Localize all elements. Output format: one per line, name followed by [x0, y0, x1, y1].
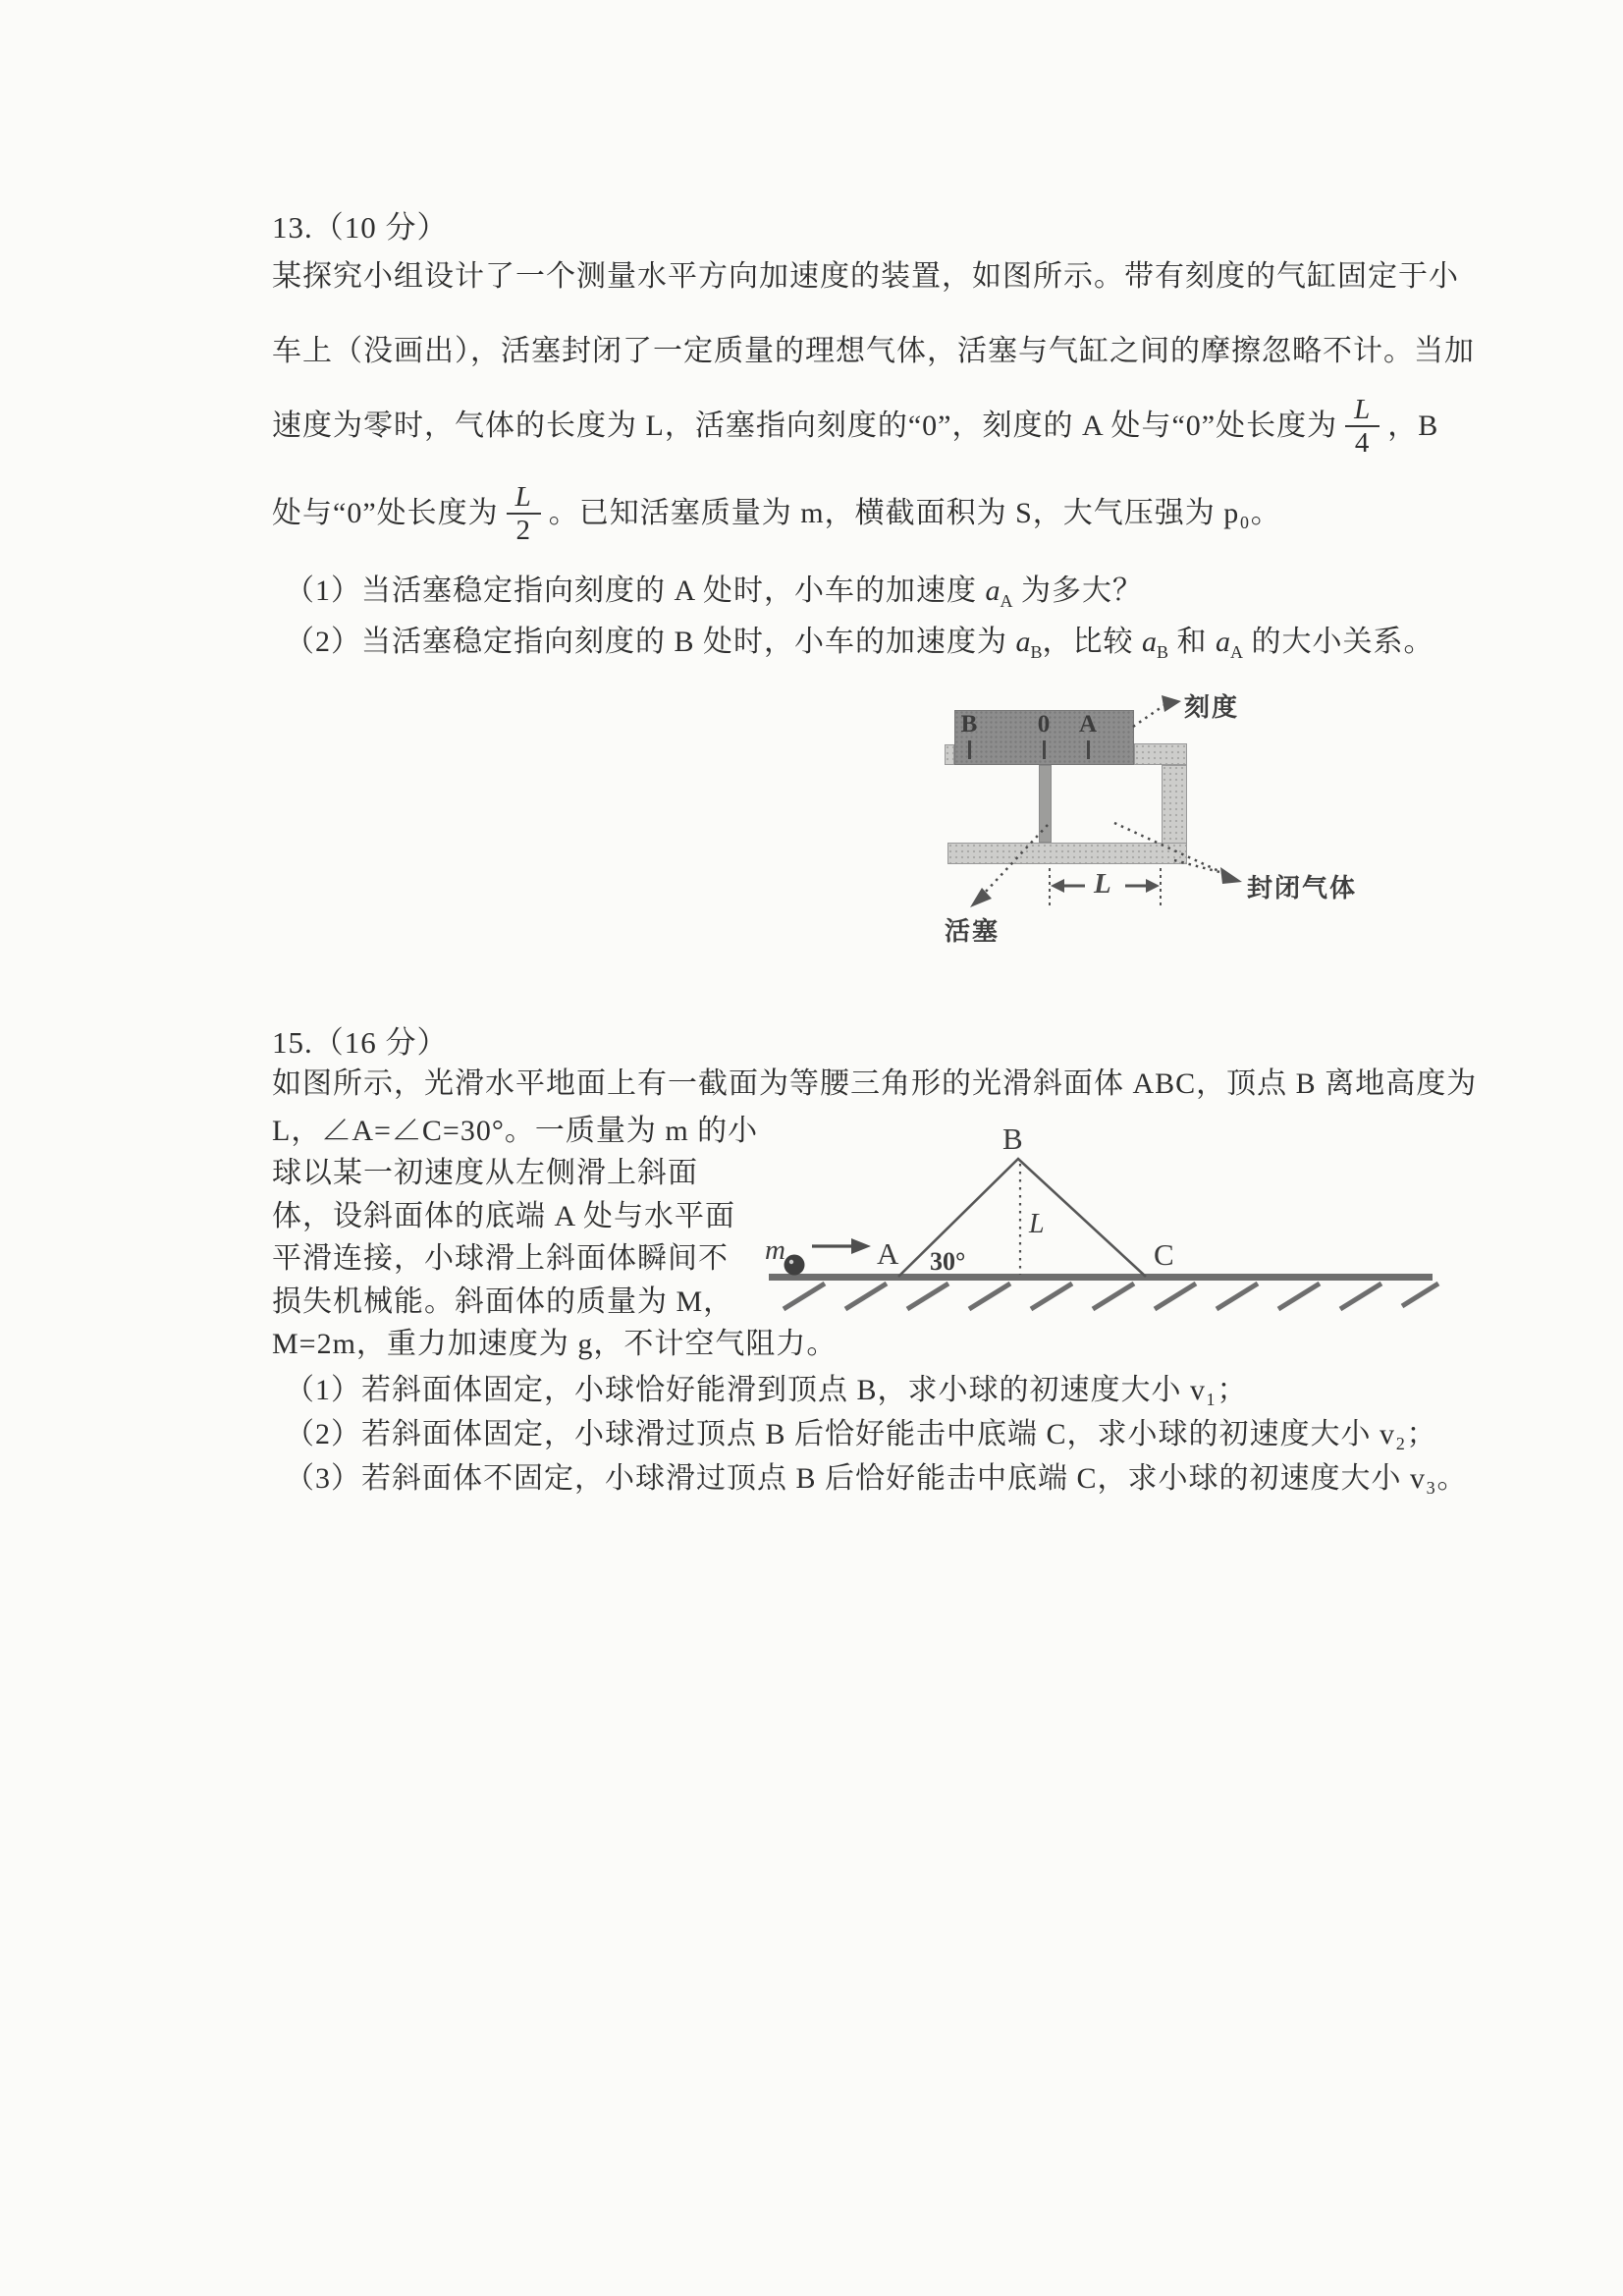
- q15-sub-question-3: （3）若斜面体不固定，小球滑过顶点 B 后恰好能击中底端 C，求小球的初速度大小 v₃。: [285, 1462, 1468, 1495]
- q13-line3-tail: ，B: [1387, 410, 1439, 442]
- q13-sub2-mid: ，比较: [1042, 626, 1143, 658]
- q15-wrap-line: 体，设斜面体的底端 A 处与水平面: [272, 1200, 736, 1232]
- fraction-denominator: 4: [1354, 427, 1371, 459]
- q13-line3-text: 速度为零时，气体的长度为 L，活塞指向刻度的“0”，刻度的 A 处与“0”处长度为: [272, 410, 1338, 442]
- fraction-numerator: L: [507, 482, 541, 515]
- arrowhead: [970, 888, 992, 907]
- ball: [784, 1255, 805, 1276]
- q15-wrap-line: 球以某一初速度从左侧滑上斜面: [272, 1157, 698, 1189]
- variable-subscript: B: [1157, 642, 1169, 662]
- q15-sub-question-1: （1）若斜面体固定，小球恰好能滑到顶点 B，求小球的初速度大小 v₁；: [285, 1374, 1248, 1406]
- q13-paragraph-line-4: [272, 469, 1281, 558]
- q15-sub-question-2: （2）若斜面体固定，小球滑过顶点 B 后恰好能击中底端 C，求小球的初速度大小 v₂；: [285, 1418, 1437, 1450]
- gas-length-dimension-label: L: [1094, 868, 1111, 900]
- q15-paragraph-line-1: 如图所示，光滑水平地面上有一截面为等腰三角形的光滑斜面体 ABC，顶点 B 离地高度为: [272, 1067, 1478, 1100]
- scale-mark-0: 0: [1037, 711, 1051, 738]
- arrowhead: [851, 1238, 871, 1254]
- scale-mark-B: B: [960, 711, 978, 738]
- arrowhead: [1051, 879, 1064, 893]
- variable-subscript: A: [1230, 642, 1244, 662]
- fraction-L-over-2: [507, 482, 541, 546]
- arrowhead: [1162, 695, 1181, 712]
- label-piston: 活塞: [945, 917, 1001, 946]
- scale-mark-A: A: [1078, 711, 1098, 738]
- q13-heading: 13.（10 分）: [272, 210, 449, 245]
- variable-a: a: [1216, 626, 1231, 658]
- leader-line-gas: [1174, 860, 1223, 873]
- variable-subscript: A: [1000, 591, 1013, 611]
- angle-30-label: 30°: [930, 1247, 966, 1276]
- q13-sub-question-1: [285, 574, 1143, 613]
- ground-hatching: [784, 1284, 1438, 1309]
- q13-sub2-mid: 和: [1168, 626, 1217, 658]
- variable-a: a: [985, 574, 1001, 607]
- variable-subscript: B: [1030, 642, 1043, 662]
- variable-a: a: [1015, 626, 1031, 658]
- q13-sub1-text: （1）当活塞稳定指向刻度的 A 处时，小车的加速度: [285, 574, 986, 607]
- fraction-denominator: 2: [515, 515, 531, 546]
- arrowhead: [1146, 879, 1160, 893]
- leader-line-piston: [984, 825, 1048, 894]
- q13-paragraph-line-2: 车上（没画出），活塞封闭了一定质量的理想气体，活塞与气缸之间的摩擦忽略不计。当加: [272, 335, 1475, 367]
- leader-line-gas: [1114, 823, 1225, 874]
- q13-paragraph-line-3: [272, 385, 1438, 467]
- leader-line-scale: [1133, 705, 1164, 727]
- q13-line4-tail: 。已知活塞质量为 m，横截面积为 S，大气压强为 p₀。: [548, 497, 1281, 529]
- ball-highlight: [789, 1260, 793, 1264]
- fraction-numerator: L: [1345, 395, 1380, 427]
- arrowhead: [1220, 867, 1242, 884]
- q13-figure-cylinder-device: [923, 678, 1394, 953]
- q13-line4-text: 处与“0”处长度为: [272, 497, 499, 529]
- q15-wrap-line: 平滑连接，小球滑上斜面体瞬间不: [272, 1242, 729, 1275]
- vertex-b-label: B: [1002, 1121, 1023, 1156]
- height-L-label: L: [1029, 1209, 1045, 1239]
- q15-figure-incline-triangle: [751, 1120, 1448, 1331]
- label-scale: 刻度: [1184, 693, 1240, 722]
- q13-sub-question-2: [285, 625, 1434, 664]
- q15-wrap-line: 损失机械能。斜面体的质量为 M，: [272, 1285, 734, 1318]
- ground-line: [769, 1274, 1433, 1281]
- q13-sub2-text: （2）当活塞稳定指向刻度的 B 处时，小车的加速度为: [285, 626, 1016, 658]
- vertex-a-label: A: [877, 1236, 899, 1271]
- variable-a: a: [1142, 626, 1158, 658]
- fraction-L-over-4: [1345, 395, 1380, 459]
- q13-paragraph-line-1: 某探究小组设计了一个测量水平方向加速度的装置，如图所示。带有刻度的气缸固定于小: [272, 260, 1459, 293]
- q15-wrap-line: M=2m，重力加速度为 g，不计空气阻力。: [272, 1328, 838, 1360]
- q13-sub1-tail: 为多大？: [1012, 574, 1144, 607]
- q15-wrap-line: L，∠A=∠C=30°。一质量为 m 的小: [272, 1115, 759, 1147]
- q15-heading: 15.（16 分）: [272, 1025, 449, 1060]
- ball-mass-label: m: [765, 1234, 785, 1266]
- label-gas: 封闭气体: [1247, 874, 1358, 902]
- q13-sub2-tail: 的大小关系。: [1243, 626, 1434, 658]
- vertex-c-label: C: [1154, 1237, 1174, 1272]
